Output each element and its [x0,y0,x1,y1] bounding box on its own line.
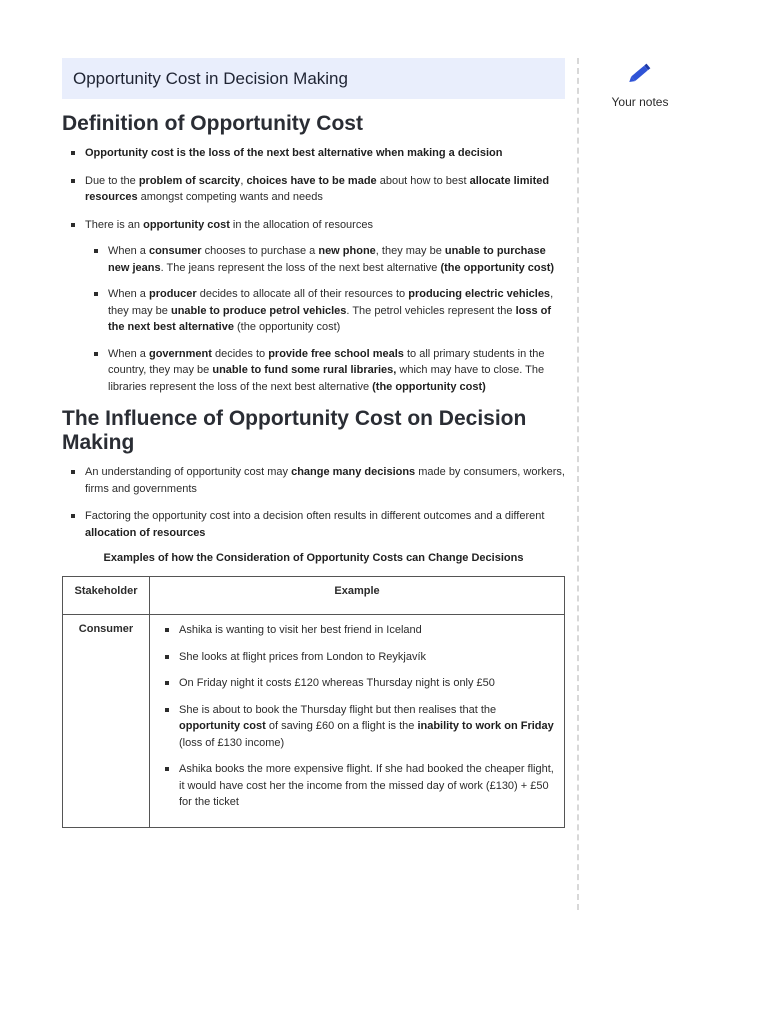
notes-content [62,58,565,828]
example-list [156,622,554,811]
pencil-icon[interactable] [625,60,655,86]
bullet-icon [71,514,75,518]
sublist-item-text: When a producer decides to allocate all of their resources to producing electric vehicles, they may be unable to produce petrol vehicles. The petrol vehicles represent the loss of the next best alternative (the opportunity cost) [108,288,554,333]
your-notes-label: Your notes [611,95,669,109]
list-item [62,508,565,541]
list-item [62,145,565,162]
list-item-text: Ashika books the more expensive flight. If she had booked the cheaper flight, it would have cost her the income from the missed day of work (£130) + £50 for the ticket [179,763,554,808]
bullet-icon [94,352,98,356]
list-item-text: Due to the problem of scarcity, choices have to be made about how to best allocate limited resources amongst competing wants and needs [85,174,550,203]
sublist-item [85,286,565,336]
bullet-icon [94,249,98,253]
bullet-icon [71,470,75,474]
list-item [62,173,565,206]
stakeholder-cell: Consumer [63,615,150,828]
bullet-icon [94,292,98,296]
examples-table [62,576,565,828]
section-heading-influence: The Influence of Opportunity Cost on Decision Making [62,407,527,454]
column-header-example: Example [150,577,565,615]
sublist-item-text: When a consumer chooses to purchase a new phone, they may be unable to purchase new jeans. The jeans represent the loss of the next best alternative (the opportunity cost) [108,245,555,274]
list-item [156,622,554,639]
example-sublist [85,243,565,395]
list-item-text: Opportunity cost is the loss of the next best alternative when making a decision [85,147,503,159]
bullet-icon [165,655,169,659]
bullet-icon [71,179,75,183]
bullet-icon [165,628,169,632]
bullet-icon [165,767,169,771]
notes-divider [577,58,579,910]
bullet-icon [165,708,169,712]
list-item [62,464,565,497]
list-item-text: An understanding of opportunity cost may change many decisions made by consumers, workers, firms and governments [85,466,565,495]
list-item [156,649,554,666]
section-heading-definition: Definition of Opportunity Cost [62,112,363,135]
table-header-row [63,577,565,615]
list-item-text: She looks at flight prices from London to Reykjavík [179,650,427,663]
sublist-item [85,243,565,276]
influence-list [62,464,565,541]
topic-banner [62,58,565,99]
sublist-item [85,346,565,396]
table-row [63,615,565,828]
list-item-text: On Friday night it costs £120 whereas Thursday night is only £50 [179,677,495,689]
bullet-icon [71,151,75,155]
list-item [156,702,554,752]
column-header-stakeholder: Stakeholder [63,577,150,615]
list-item [156,761,554,811]
list-item-text: She is about to book the Thursday flight but then realises that the opportunity cost of saving £60 on a flight is the inability to work on Friday (loss of £130 income) [179,703,554,749]
list-item-text: There is an opportunity cost in the allocation of resources [85,218,373,231]
list-item [62,217,565,396]
definition-list [62,145,565,395]
list-item [156,675,554,692]
bullet-icon [71,223,75,227]
bullet-icon [165,681,169,685]
topic-title: Opportunity Cost in Decision Making [73,68,348,88]
list-item-text: Factoring the opportunity cost into a decision often results in different outcomes and a different allocation of resources [85,510,545,539]
your-notes-panel[interactable] [600,60,680,109]
sublist-item-text: When a government decides to provide free school meals to all primary students in the country, they may be unable to fund some rural libraries, which may have to close. The libraries represent the loss of the next best alternative (the opportunity cost) [108,347,545,393]
list-item-text: Ashika is wanting to visit her best friend in Iceland [179,624,422,636]
example-cell [150,615,565,828]
table-caption: Examples of how the Consideration of Opportunity Costs can Change Decisions [103,552,524,564]
